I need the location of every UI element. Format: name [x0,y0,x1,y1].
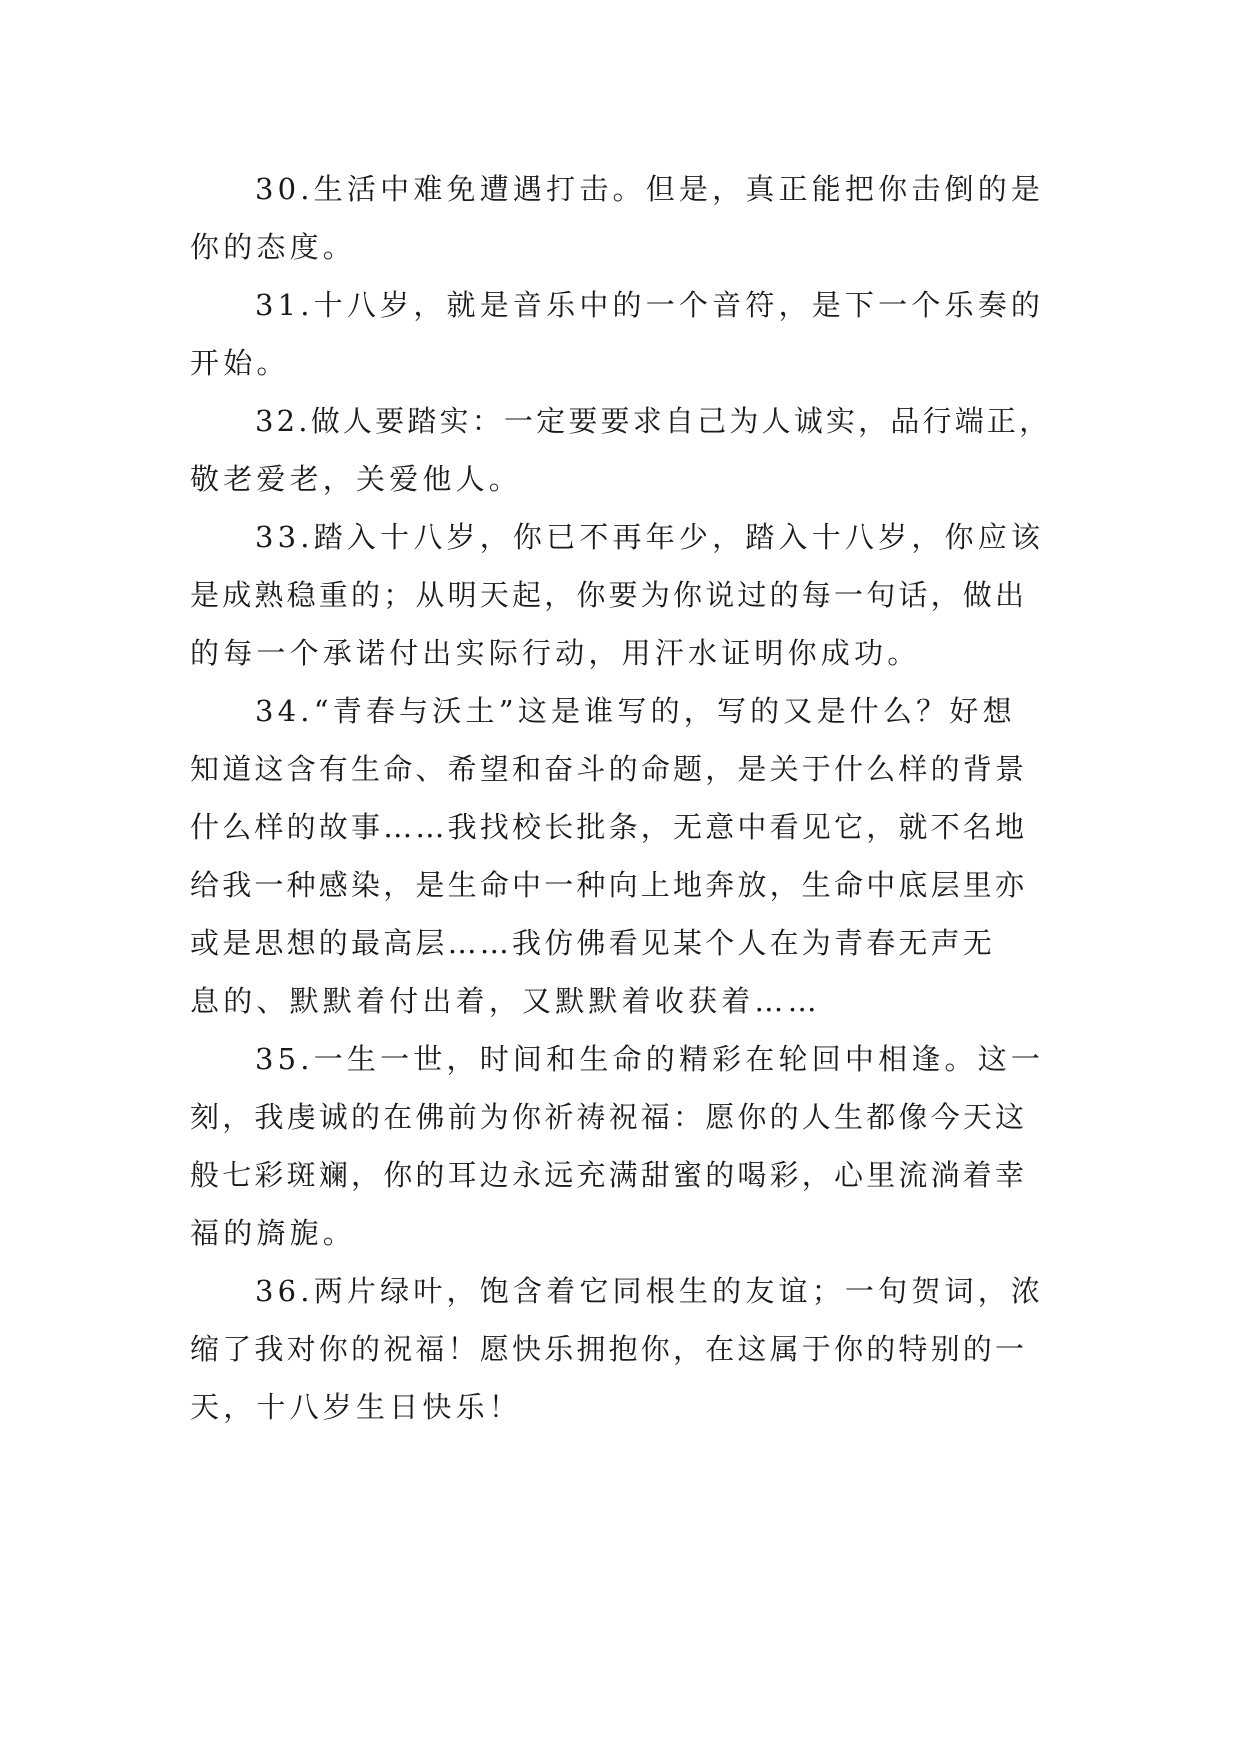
paragraph-line: 天，十八岁生日快乐！ [190,1390,523,1424]
paragraph-line: 刻，我虔诚的在佛前为你祈祷祝福：愿你的人生都像今天这 [190,1100,1028,1134]
paragraph-line: 33.踏入十八岁，你已不再年少，踏入十八岁，你应该 [255,520,1045,554]
paragraph-line: 知道这含有生命、希望和奋斗的命题，是关于什么样的背景 [190,752,1028,786]
paragraph-36 [190,1262,1050,1436]
paragraph-line: 敬老爱老，关爱他人。 [190,462,523,496]
paragraph-34 [190,682,1050,1030]
paragraph-line: 的每一个承诺付出实际行动，用汗水证明你成功。 [190,636,921,670]
paragraph-line: 般七彩斑斓，你的耳边永远充满甜蜜的喝彩，心里流淌着幸 [190,1158,1028,1192]
paragraph-35 [190,1030,1050,1262]
paragraph-line: 开始。 [190,346,290,380]
paragraph-line: 什么样的故事……我找校长批条，无意中看见它，就不名地 [190,810,1028,844]
paragraph-31 [190,276,1050,392]
paragraph-line: 30.生活中难免遭遇打击。但是，真正能把你击倒的是 [255,172,1045,206]
paragraph-line: 你的态度。 [190,230,357,264]
paragraph-line: 是成熟稳重的；从明天起，你要为你说过的每一句话，做出 [190,578,1028,612]
paragraph-line: 34.“青春与沃土”这是谁写的，写的又是什么？好想 [255,694,1016,728]
paragraph-line: 36.两片绿叶，饱含着它同根生的友谊；一句贺词，浓 [255,1274,1045,1308]
paragraph-line: 32.做人要踏实：一定要要求自己为人诚实，品行端正， [255,404,1052,438]
paragraph-line: 或是思想的最高层……我仿佛看见某个人在为青春无声无 [190,926,996,960]
paragraph-32 [190,392,1050,508]
paragraph-33 [190,508,1050,682]
document-page [190,160,1050,1436]
paragraph-line: 35.一生一世，时间和生命的精彩在轮回中相逢。这一 [255,1042,1045,1076]
paragraph-line: 给我一种感染，是生命中一种向上地奔放，生命中底层里亦 [190,868,1028,902]
paragraph-30 [190,160,1050,276]
paragraph-line: 缩了我对你的祝福！愿快乐拥抱你，在这属于你的特别的一 [190,1332,1028,1366]
paragraph-line: 福的旖旎。 [190,1216,357,1250]
paragraph-line: 息的、默默着付出着，又默默着收获着…… [190,984,821,1018]
paragraph-line: 31.十八岁，就是音乐中的一个音符，是下一个乐奏的 [255,288,1045,322]
